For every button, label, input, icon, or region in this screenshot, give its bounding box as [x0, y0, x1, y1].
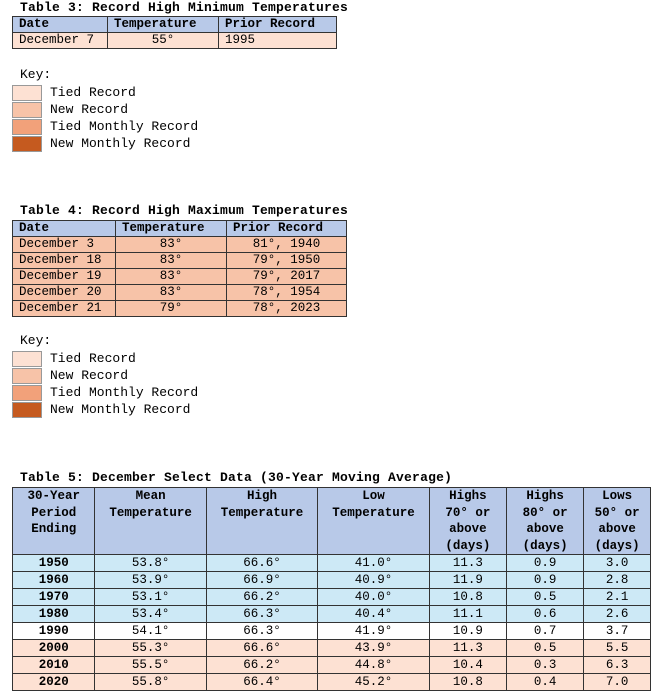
table-row — [13, 33, 337, 49]
table5-caption: Table 5: December Select Data (30-Year Moving Average) — [20, 470, 453, 485]
table4-header-date: Date — [13, 221, 116, 237]
header-line: (days) — [594, 538, 640, 553]
header-line: (days) — [445, 538, 491, 553]
table4-cell-date: December 20 — [13, 285, 116, 301]
table5-cell: 11.3 — [429, 555, 506, 572]
table-row — [13, 657, 651, 674]
table-row — [13, 640, 651, 657]
table5-cell: 2020 — [13, 674, 95, 691]
table4-cell-temperature: 83° — [116, 253, 227, 269]
table5-cell: 0.6 — [507, 606, 584, 623]
table-row — [13, 285, 347, 301]
table5-cell: 66.9° — [206, 572, 317, 589]
table5-cell: 11.1 — [429, 606, 506, 623]
key2-item-tied-record — [12, 350, 136, 367]
table5-cell: 40.9° — [318, 572, 429, 589]
table5-cell: 2010 — [13, 657, 95, 674]
table5-cell: 43.9° — [318, 640, 429, 657]
table5-cell: 53.1° — [95, 589, 206, 606]
table4-cell-prior-record: 79°, 1950 — [227, 253, 347, 269]
table5-cell: 53.4° — [95, 606, 206, 623]
new-record-swatch — [12, 368, 42, 384]
table4-header-prior-record: Prior Record — [227, 221, 347, 237]
header-line: 30-Year — [27, 489, 80, 503]
header-line: High — [247, 489, 278, 503]
header-line: Highs — [526, 489, 564, 503]
key2-title: Key: — [20, 333, 52, 348]
key-label: New Record — [50, 102, 129, 117]
table5-cell: 66.4° — [206, 674, 317, 691]
table-row — [13, 674, 651, 691]
table3 — [12, 16, 337, 49]
table5-cell: 3.7 — [584, 623, 651, 640]
header-line: above — [449, 522, 487, 536]
table5-cell: 66.2° — [206, 657, 317, 674]
table5-cell: 0.7 — [507, 623, 584, 640]
table-row — [13, 623, 651, 640]
header-line: above — [598, 522, 636, 536]
key2-item-new-record — [12, 367, 128, 384]
table4-cell-date: December 21 — [13, 301, 116, 317]
table5-cell: 3.0 — [584, 555, 651, 572]
key-label: New Record — [50, 368, 129, 383]
table5-cell: 10.8 — [429, 674, 506, 691]
table5-cell: 53.8° — [95, 555, 206, 572]
table5-header-mean-temperature — [95, 488, 206, 555]
table4-cell-prior-record: 78°, 2023 — [227, 301, 347, 317]
key2-item-new-monthly-record — [12, 401, 190, 418]
table4-cell-date: December 19 — [13, 269, 116, 285]
table5-cell: 44.8° — [318, 657, 429, 674]
table5-cell: 10.4 — [429, 657, 506, 674]
table4-cell-date: December 18 — [13, 253, 116, 269]
table4-cell-prior-record: 79°, 2017 — [227, 269, 347, 285]
header-line: Period — [31, 505, 77, 520]
key-label: New Monthly Record — [50, 136, 191, 151]
table5-cell: 66.3° — [206, 606, 317, 623]
table5-cell: 1960 — [13, 572, 95, 589]
header-line: Low — [362, 489, 385, 503]
table-row — [13, 253, 347, 269]
header-line: above — [526, 522, 564, 536]
table-row — [13, 237, 347, 253]
key1-item-new-record — [12, 101, 128, 118]
table5-cell: 54.1° — [95, 623, 206, 640]
table5-cell: 2.8 — [584, 572, 651, 589]
header-line: Temperature — [109, 505, 192, 520]
tied-monthly-record-swatch — [12, 119, 42, 135]
table5-cell: 66.6° — [206, 640, 317, 657]
header-line: 70° or — [445, 505, 491, 520]
table5-header-lows-50 — [584, 488, 651, 555]
table5-cell: 66.3° — [206, 623, 317, 640]
table5-cell: 10.9 — [429, 623, 506, 640]
table4-cell-prior-record: 81°, 1940 — [227, 237, 347, 253]
table5-cell: 0.5 — [507, 640, 584, 657]
key1-item-new-monthly-record — [12, 135, 190, 152]
header-line: Temperature — [332, 505, 415, 520]
key1-title: Key: — [20, 67, 52, 82]
table5-cell: 55.5° — [95, 657, 206, 674]
table5-cell: 55.3° — [95, 640, 206, 657]
header-line: Highs — [449, 489, 487, 503]
table-row — [13, 606, 651, 623]
key-label: Tied Record — [50, 85, 136, 100]
table5-cell: 66.6° — [206, 555, 317, 572]
table5-header-high-temperature — [206, 488, 317, 555]
table4-cell-date: December 3 — [13, 237, 116, 253]
table5-cell: 6.3 — [584, 657, 651, 674]
table3-cell-prior-record: 1995 — [219, 33, 337, 49]
table5-header-period — [13, 488, 95, 555]
table5-cell: 2.6 — [584, 606, 651, 623]
table4-caption: Table 4: Record High Maximum Temperatures — [20, 203, 349, 218]
header-line: Mean — [135, 489, 166, 503]
table5-cell: 11.9 — [429, 572, 506, 589]
table5-header-highs-70 — [429, 488, 506, 555]
table5-cell: 11.3 — [429, 640, 506, 657]
table5-cell: 0.9 — [507, 572, 584, 589]
table5-cell: 1950 — [13, 555, 95, 572]
table3-caption: Table 3: Record High Minimum Temperatures — [20, 0, 349, 15]
table5-cell: 2000 — [13, 640, 95, 657]
tied-record-swatch — [12, 85, 42, 101]
table5-cell: 53.9° — [95, 572, 206, 589]
table5-cell: 0.4 — [507, 674, 584, 691]
table3-cell-temperature: 55° — [108, 33, 219, 49]
key1-item-tied-monthly-record — [12, 118, 198, 135]
table5-cell: 41.9° — [318, 623, 429, 640]
table5-cell: 5.5 — [584, 640, 651, 657]
table3-header-date: Date — [13, 17, 108, 33]
table5-cell: 45.2° — [318, 674, 429, 691]
table5-cell: 10.8 — [429, 589, 506, 606]
key1-item-tied-record — [12, 84, 136, 101]
table5-cell: 1990 — [13, 623, 95, 640]
table4 — [12, 220, 347, 317]
header-line: 80° or — [522, 505, 568, 520]
key-label: Tied Monthly Record — [50, 119, 199, 134]
table5-cell: 0.3 — [507, 657, 584, 674]
table5-header-low-temperature — [318, 488, 429, 555]
table3-cell-date: December 7 — [13, 33, 108, 49]
table4-cell-temperature: 83° — [116, 237, 227, 253]
table5-cell: 0.9 — [507, 555, 584, 572]
table4-cell-temperature: 83° — [116, 285, 227, 301]
table3-header-prior-record: Prior Record — [219, 17, 337, 33]
table5-cell: 55.8° — [95, 674, 206, 691]
table5-cell: 0.5 — [507, 589, 584, 606]
key2-item-tied-monthly-record — [12, 384, 198, 401]
table5-cell: 41.0° — [318, 555, 429, 572]
header-line: Ending — [31, 522, 77, 536]
table5-cell: 1980 — [13, 606, 95, 623]
table-row — [13, 572, 651, 589]
tied-record-swatch — [12, 351, 42, 367]
key-label: New Monthly Record — [50, 402, 191, 417]
table4-header-temperature: Temperature — [116, 221, 227, 237]
table-row — [13, 269, 347, 285]
new-monthly-record-swatch — [12, 402, 42, 418]
table4-cell-prior-record: 78°, 1954 — [227, 285, 347, 301]
table-row — [13, 589, 651, 606]
key-label: Tied Record — [50, 351, 136, 366]
table5-cell: 2.1 — [584, 589, 651, 606]
tied-monthly-record-swatch — [12, 385, 42, 401]
table3-header-temperature: Temperature — [108, 17, 219, 33]
new-monthly-record-swatch — [12, 136, 42, 152]
table4-cell-temperature: 83° — [116, 269, 227, 285]
header-line: (days) — [522, 538, 568, 553]
new-record-swatch — [12, 102, 42, 118]
table-row — [13, 301, 347, 317]
table5-cell: 40.4° — [318, 606, 429, 623]
header-line: 50° or — [594, 505, 640, 520]
header-line: Lows — [602, 489, 633, 503]
table5-header-highs-80 — [507, 488, 584, 555]
table5-cell: 66.2° — [206, 589, 317, 606]
table4-cell-temperature: 79° — [116, 301, 227, 317]
table5-cell: 40.0° — [318, 589, 429, 606]
table-row — [13, 555, 651, 572]
table5-cell: 1970 — [13, 589, 95, 606]
table5-cell: 7.0 — [584, 674, 651, 691]
key-label: Tied Monthly Record — [50, 385, 199, 400]
table5 — [12, 487, 651, 691]
header-line: Temperature — [220, 505, 304, 520]
